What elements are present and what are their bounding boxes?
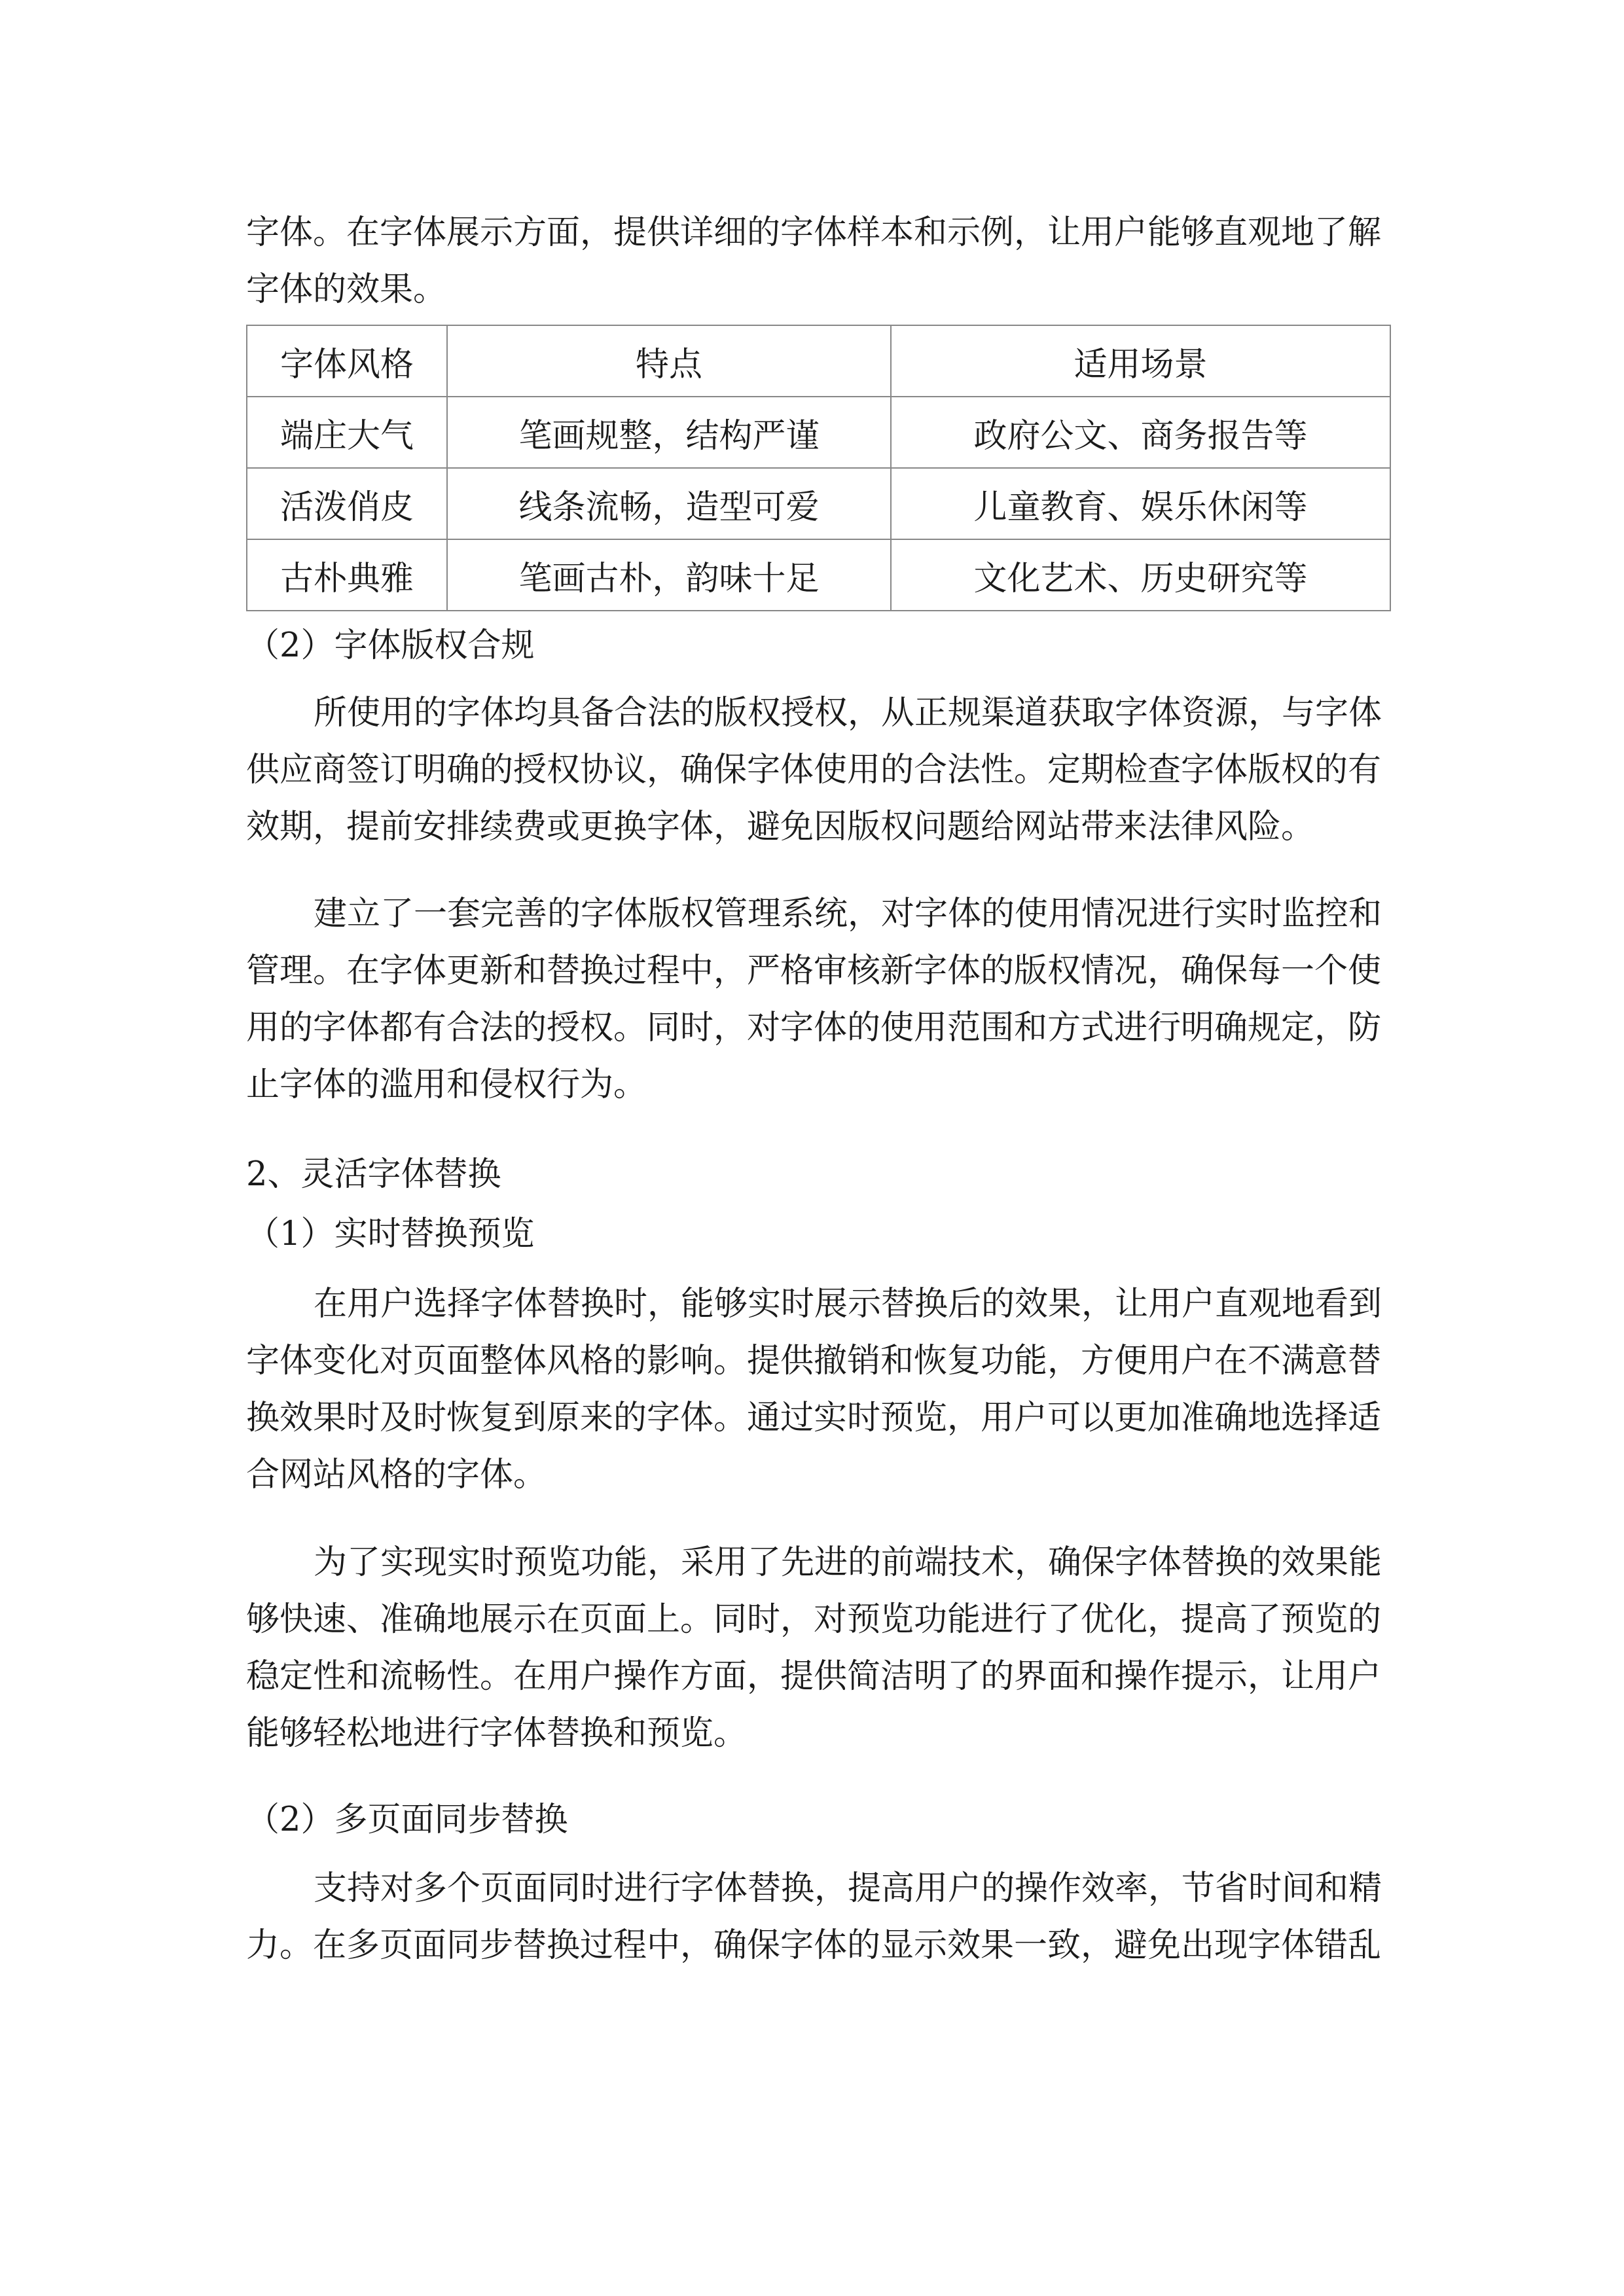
paragraph-line: 支持对多个页面同时进行字体替换，提高用户的操作效率，节省时间和精 xyxy=(314,1869,1382,1908)
font-style-table xyxy=(246,325,1391,611)
table-cell: 古朴典雅 xyxy=(247,539,447,611)
paragraph-line: 够快速、准确地展示在页面上。同时，对预览功能进行了优化，提高了预览的 xyxy=(246,1600,1382,1639)
intro-line-1: 字体。在字体展示方面，提供详细的字体样本和示例，让用户能够直观地了解 xyxy=(246,213,1382,252)
paragraph-line: 合网站风格的字体。 xyxy=(246,1456,547,1494)
paragraph-line: 建立了一套完善的字体版权管理系统，对字体的使用情况进行实时监控和 xyxy=(314,895,1382,933)
table-row xyxy=(247,468,1390,539)
paragraph-line: 用的字体都有合法的授权。同时，对字体的使用范围和方式进行明确规定，防 xyxy=(246,1009,1382,1047)
paragraph-line: 止字体的滥用和侵权行为。 xyxy=(246,1066,647,1104)
paragraph-line: 在用户选择字体替换时，能够实时展示替换后的效果，让用户直观地看到 xyxy=(314,1285,1382,1323)
table-header-cell: 字体风格 xyxy=(247,325,447,397)
table-cell: 文化艺术、历史研究等 xyxy=(891,539,1390,611)
paragraph-line: 稳定性和流畅性。在用户操作方面，提供简洁明了的界面和操作提示，让用户 xyxy=(246,1657,1382,1696)
paragraph-line: 供应商签订明确的授权协议，确保字体使用的合法性。定期检查字体版权的有 xyxy=(246,751,1382,789)
table-header-cell: 特点 xyxy=(447,325,891,397)
paragraph-line: 力。在多页面同步替换过程中，确保字体的显示效果一致，避免出现字体错乱 xyxy=(246,1926,1382,1965)
table-row xyxy=(247,539,1390,611)
subsection-heading-live-preview: （1）实时替换预览 xyxy=(246,1215,535,1253)
section-heading-font-replace: 2、灵活字体替换 xyxy=(246,1155,501,1194)
table-cell: 端庄大气 xyxy=(247,397,447,468)
table-cell: 活泼俏皮 xyxy=(247,468,447,539)
paragraph-line: 管理。在字体更新和替换过程中，严格审核新字体的版权情况，确保每一个使 xyxy=(246,952,1382,990)
intro-line-2: 字体的效果。 xyxy=(246,270,447,309)
table-header-row xyxy=(247,325,1390,397)
table-cell: 线条流畅，造型可爱 xyxy=(447,468,891,539)
paragraph-line: 效期，提前安排续费或更换字体，避免因版权问题给网站带来法律风险。 xyxy=(246,808,1315,846)
table-header-cell: 适用场景 xyxy=(891,325,1390,397)
paragraph-line: 能够轻松地进行字体替换和预览。 xyxy=(246,1714,748,1753)
table-cell: 政府公文、商务报告等 xyxy=(891,397,1390,468)
subsection-heading-multi-page: （2）多页面同步替换 xyxy=(246,1801,568,1839)
table-cell: 笔画规整，结构严谨 xyxy=(447,397,891,468)
paragraph-line: 为了实现实时预览功能，采用了先进的前端技术，确保字体替换的效果能 xyxy=(314,1543,1382,1582)
table-cell: 儿童教育、娱乐休闲等 xyxy=(891,468,1390,539)
paragraph-line: 字体变化对页面整体风格的影响。提供撤销和恢复功能，方便用户在不满意替 xyxy=(246,1342,1382,1380)
table-cell: 笔画古朴，韵味十足 xyxy=(447,539,891,611)
paragraph-line: 换效果时及时恢复到原来的字体。通过实时预览，用户可以更加准确地选择适 xyxy=(246,1399,1382,1437)
section-heading-copyright: （2）字体版权合规 xyxy=(246,626,535,665)
table-row xyxy=(247,397,1390,468)
paragraph-line: 所使用的字体均具备合法的版权授权，从正规渠道获取字体资源，与字体 xyxy=(314,694,1382,732)
